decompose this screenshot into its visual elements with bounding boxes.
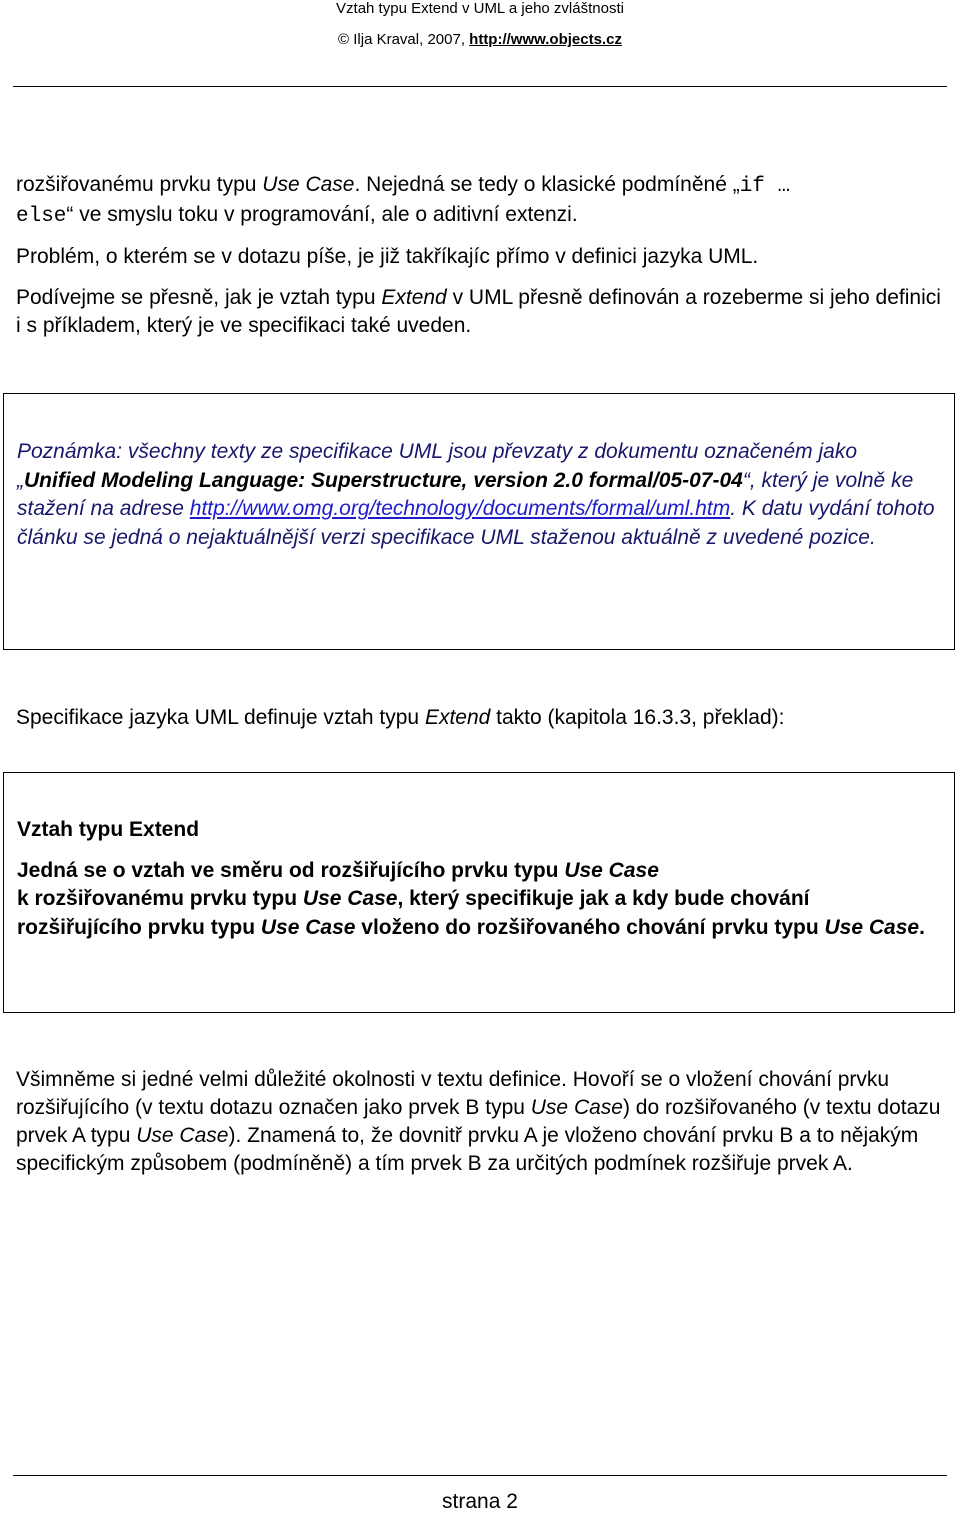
emphasis: Use Case (302, 887, 398, 910)
text-run: “ ve smyslu toku v programování, ale o aditivní extenzi. (66, 203, 578, 226)
text-run: ). Znamená to, že dovnitř prvku A je vloženo chování prvku B a to nějakým specifickým způsobem (podmíněně) a tím prvek B za určitých podmínek rozšiřuje prvek A. (16, 1124, 919, 1175)
intro-paragraph (16, 171, 946, 231)
emphasis: Extend (424, 706, 491, 729)
text-run: k rozšiřovanému prvku typu (17, 887, 303, 910)
note-box (3, 393, 955, 650)
text-run: rozšiřovanému prvku typu (16, 173, 263, 196)
text-run: takto (kapitola 16.3.3, překlad): (490, 706, 785, 729)
text-run: vloženo do rozšiřovaného chování prvku typu (355, 915, 825, 939)
problem-paragraph: Problém, o kterém se v dotazu píše, je již takříkajíc přímo v definici jazyka UML. (16, 245, 759, 268)
text-run: . K datu vydání tohoto článku se jedná o nejaktuálnější verzi specifikace UML staženou aktuálně z uvedené pozice. (17, 497, 935, 549)
page-number: strana 2 (442, 1490, 518, 1513)
emphasis: Use Case (564, 858, 659, 882)
website-link[interactable]: http://www.objects.cz (469, 31, 622, 48)
text-run: ) do rozšiřovaného (v textu dotazu prvek A typu (16, 1096, 941, 1147)
copyright-text: © Ilja Kraval, 2007, (338, 31, 470, 48)
text-run: Všimněme si jedné velmi důležité okolnosti v textu definice. Hovoří se o vložení chování prvku rozšiřujícího (v textu dotazu označen jako prvek B typu (16, 1068, 890, 1119)
text-run: . Nejedná se tedy o klasické podmíněné „ (354, 173, 740, 196)
emphasis: Use Case (136, 1124, 229, 1147)
header-divider (13, 86, 947, 87)
emphasis: Extend (381, 286, 447, 309)
spec-intro-paragraph (16, 704, 946, 732)
code-else: else (16, 205, 67, 228)
definition-box (3, 772, 955, 1013)
emphasis: Use Case (824, 915, 920, 939)
text-run: Jedná se o vztah ve směru od rozšiřujícího prvku typu (17, 858, 565, 882)
text-run: Specifikace jazyka UML definuje vztah typu (16, 706, 425, 729)
definition-heading: Vztah typu Extend (17, 818, 200, 841)
definition-intro-paragraph (16, 284, 946, 340)
footer-divider (13, 1475, 947, 1476)
document-reference: Unified Modeling Language: Superstructure, version 2.0 formal/05-07-04 (24, 468, 743, 492)
text-run: , který specifikuje jak a kdy bude chování rozšiřujícího prvku typu (17, 887, 810, 939)
text-run: v UML přesně definován a rozeberme si jeho definici i s příkladem, který je ve specifikaci také uveden. (16, 286, 941, 337)
emphasis: Use Case (260, 915, 356, 939)
text-run: “, který je volně ke stažení na adrese (17, 468, 914, 520)
code-if: if … (739, 175, 791, 198)
spec-url-link[interactable]: http://www.omg.org/technology/documents/formal/uml.htm (189, 497, 731, 520)
analysis-paragraph (16, 1066, 946, 1178)
copyright-line (0, 31, 960, 49)
emphasis: Use Case (262, 173, 355, 196)
text-run: . (919, 915, 925, 939)
note-text (17, 438, 940, 552)
text-run: Podívejme se přesně, jak je vztah typu (16, 286, 382, 309)
document-title: Vztah typu Extend v UML a jeho zvláštnosti (336, 0, 624, 17)
emphasis: Use Case (530, 1096, 623, 1119)
text-run: Poznámka: všechny texty ze specifikace UML jsou převzaty z dokumentu označeném jako „ (17, 440, 858, 492)
definition-text (17, 857, 940, 943)
